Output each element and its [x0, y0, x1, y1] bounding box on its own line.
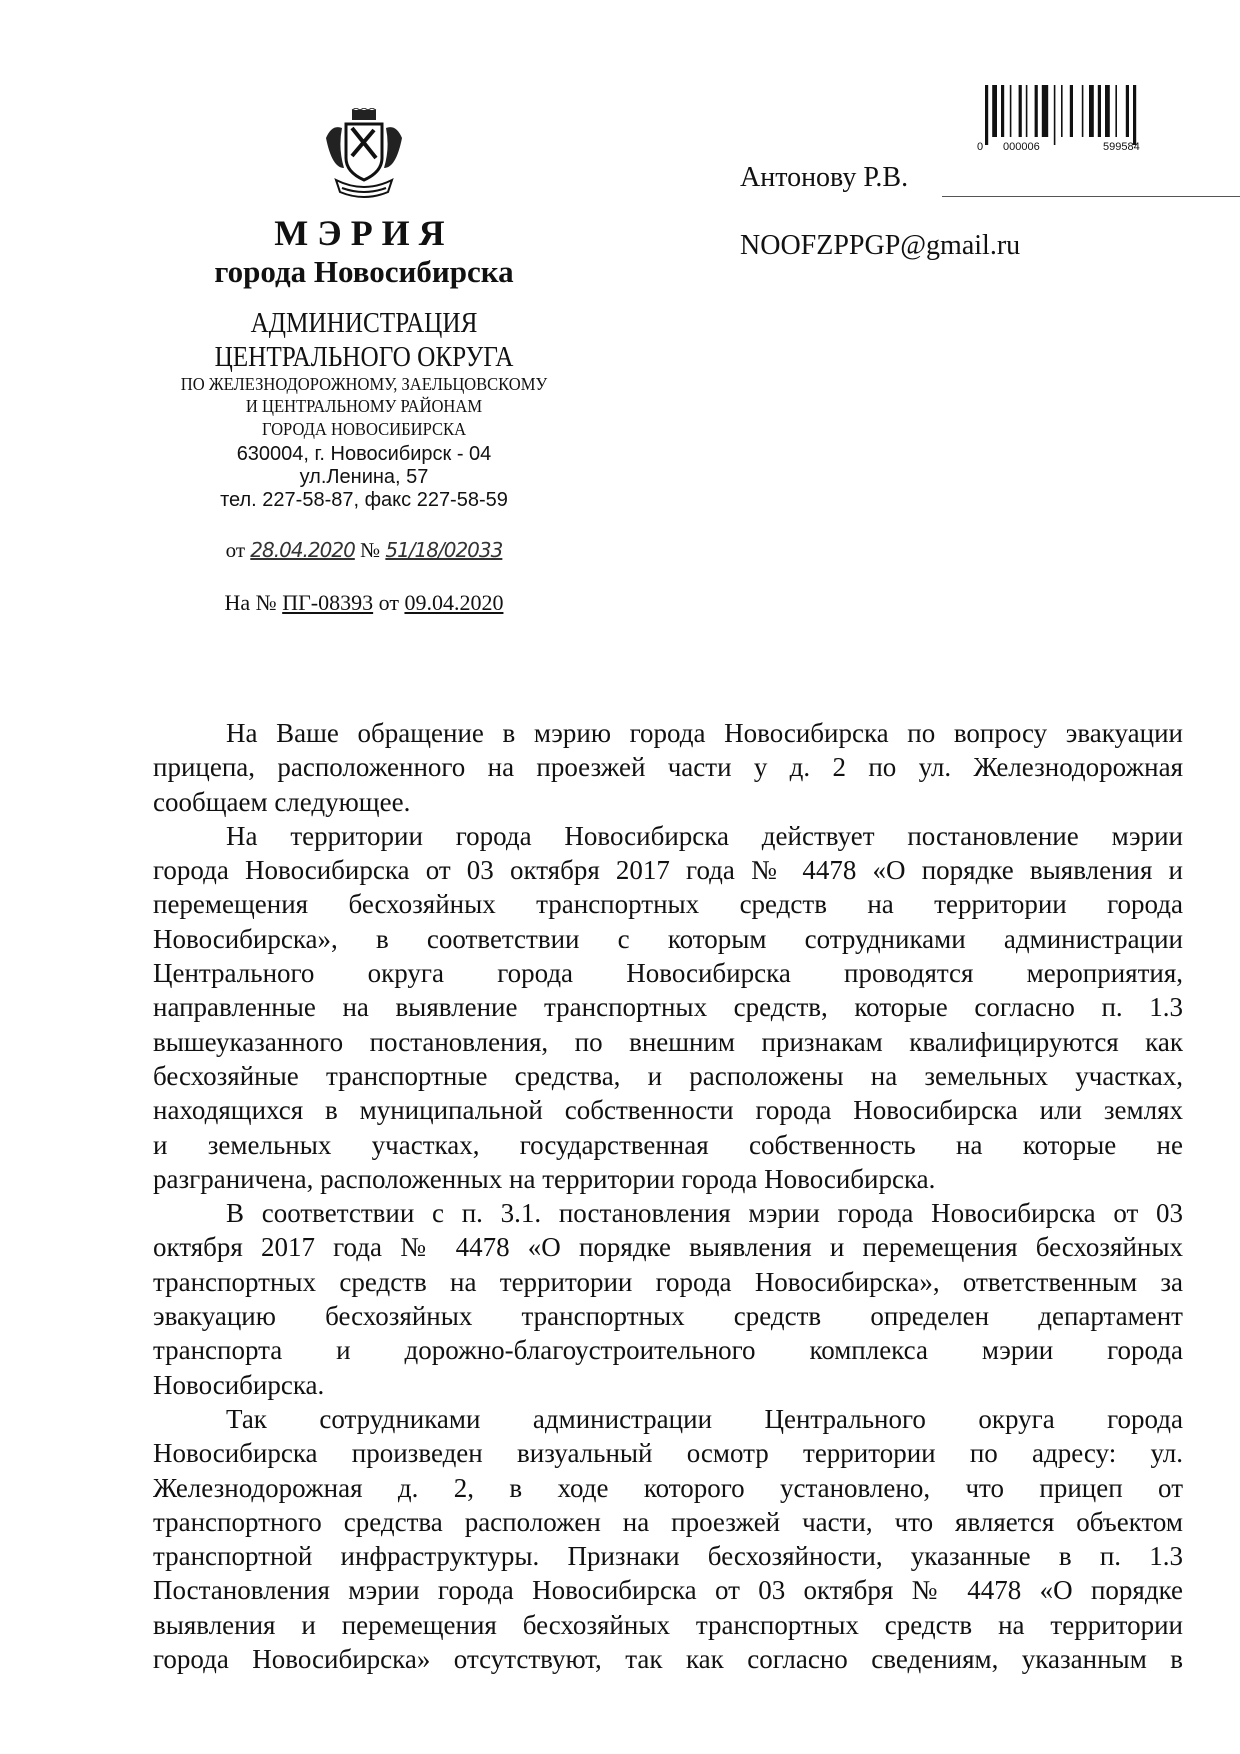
- barcode-digit-left: 0: [977, 141, 984, 153]
- text-line: вышеуказанного постановления, по внешним признакам квалифицируются как: [153, 1026, 1183, 1057]
- org-city: города Новосибирска: [214, 254, 514, 289]
- recipient-underline: [942, 196, 1240, 197]
- barcode-digits-right: 599584: [1103, 141, 1140, 153]
- ref-number: 51/18/02033: [385, 538, 503, 562]
- dept-line-5: ГОРОДА НОВОСИБИРСКА: [261, 419, 467, 439]
- text-line: В соответствии с п. 3.1. постановления мэрии города Новосибирска от 03: [226, 1198, 1183, 1229]
- barcode-bar: [1001, 85, 1004, 137]
- text-line: перемещения бесхозяйных транспортных средств на территории города: [153, 889, 1183, 920]
- outgoing-ref: [164, 538, 564, 563]
- barcode-bars: [977, 85, 1177, 145]
- coat-of-arms-icon: [322, 108, 406, 202]
- barcode-bar: [1105, 85, 1110, 137]
- text-line: Центрального округа города Новосибирска проводятся мероприятия,: [153, 958, 1183, 989]
- barcode-bar: [1042, 85, 1048, 137]
- letter-body: [153, 716, 1183, 1676]
- text-line: разграничена, расположенных на территории города Новосибирска.: [153, 1163, 936, 1194]
- text-line: Так сотрудниками администрации Центрального округа города: [226, 1403, 1183, 1434]
- text-line: транспорта и дорожно-благоустроительного комплекса мэрии города: [153, 1335, 1183, 1366]
- text-line: и земельных участках, государственная собственность на которые не: [153, 1129, 1183, 1160]
- text-line: города Новосибирска» отсутствуют, так как согласно сведениям, указанным в: [153, 1644, 1183, 1675]
- address-line-1: 630004, г. Новосибирск - 04: [236, 443, 492, 465]
- text-line: Новосибирска.: [153, 1369, 325, 1400]
- barcode-digits-mid: 000006: [1003, 141, 1040, 153]
- text-line: транспортной инфраструктуры. Признаки бесхозяйности, указанные в п. 1.3: [153, 1541, 1183, 1572]
- paragraph: [153, 716, 1183, 819]
- dept-line-1: АДМИНИСТРАЦИЯ: [250, 308, 478, 339]
- barcode-bar: [1054, 85, 1056, 145]
- text-line: бесхозяйные транспортные средства, и расположены на земельных участках,: [153, 1060, 1183, 1091]
- dept-line-4: И ЦЕНТРАЛЬНОМУ РАЙОНАМ: [245, 396, 483, 416]
- barcode-bar: [985, 85, 988, 145]
- text-line: октября 2017 года № 4478 «О порядке выявления и перемещения бесхозяйных: [153, 1232, 1183, 1263]
- barcode-bar: [1089, 85, 1094, 137]
- paragraph: [153, 1196, 1183, 1402]
- text-line: На территории города Новосибирска действует постановление мэрии: [226, 820, 1183, 851]
- barcode: [977, 85, 1177, 157]
- recipient-email: NOOFZPPGP@gmail.ru: [740, 230, 1021, 261]
- barcode-bar: [1115, 85, 1117, 137]
- text-line: прицепа, расположенного на проезжей части у д. 2 по ул. Железнодорожная: [153, 752, 1183, 783]
- reply-ref: [164, 590, 564, 616]
- dept-line-3: ПО ЖЕЛЕЗНОДОРОЖНОМУ, ЗАЕЛЬЦОВСКОМУ: [180, 374, 548, 394]
- text-line: выявления и перемещения бесхозяйных транспортных средств на территории: [153, 1609, 1183, 1640]
- recipient-name: Антонову Р.В.: [740, 162, 909, 193]
- barcode-bar: [1070, 85, 1073, 137]
- ref-date: 28.04.2020: [250, 538, 355, 562]
- dept-line-2: ЦЕНТРАЛЬНОГО ОКРУГА: [214, 342, 514, 373]
- text-line: транспортного средства расположен на проезжей части, что является объектом: [153, 1506, 1183, 1537]
- barcode-bar: [1082, 85, 1084, 137]
- org-title: МЭРИЯ: [274, 213, 454, 253]
- reply-prefix: На №: [224, 590, 277, 615]
- address-line-2: ул.Ленина, 57: [299, 466, 429, 488]
- text-line: Постановления мэрии города Новосибирска от 03 октября № 4478 «О порядке: [153, 1575, 1183, 1606]
- reply-date: 09.04.2020: [404, 590, 504, 615]
- barcode-bar: [1035, 85, 1038, 137]
- barcode-bar: [1061, 85, 1063, 137]
- paragraph: [153, 819, 1183, 1196]
- reply-from-label: от: [378, 590, 399, 615]
- barcode-bar: [992, 85, 997, 137]
- text-line: эвакуацию бесхозяйных транспортных средств определен департамент: [153, 1301, 1183, 1332]
- text-line: На Ваше обращение в мэрию города Новосибирска по вопросу эвакуации: [226, 718, 1183, 748]
- text-line: находящихся в муниципальной собственности города Новосибирска или землях: [153, 1095, 1183, 1126]
- ref-from-label: от: [225, 538, 246, 562]
- barcode-bar: [1126, 85, 1129, 137]
- barcode-bar: [1098, 85, 1101, 137]
- text-line: Железнодорожная д. 2, в ходе которого установлено, что прицеп от: [153, 1472, 1183, 1503]
- barcode-bar: [1133, 85, 1136, 145]
- paragraph: [153, 1402, 1183, 1676]
- text-line: Новосибирска», в соответствии с которым сотрудниками администрации: [153, 923, 1183, 954]
- text-line: города Новосибирска от 03 октября 2017 года № 4478 «О порядке выявления и: [153, 855, 1183, 886]
- text-line: сообщаем следующее.: [153, 786, 411, 817]
- barcode-bar: [1010, 85, 1012, 137]
- text-line: Новосибирска произведен визуальный осмотр территории по адресу: ул.: [153, 1438, 1183, 1469]
- barcode-bar: [1026, 85, 1028, 137]
- text-line: направленные на выявление транспортных средств, которые согласно п. 1.3: [153, 992, 1183, 1023]
- ref-no-label: №: [360, 538, 381, 562]
- reply-number: ПГ-08393: [282, 590, 374, 615]
- text-line: транспортных средств на территории города Новосибирска», ответственным за: [153, 1266, 1183, 1297]
- barcode-bar: [1019, 85, 1022, 137]
- phone-line: тел. 227-58-87, факс 227-58-59: [220, 489, 508, 511]
